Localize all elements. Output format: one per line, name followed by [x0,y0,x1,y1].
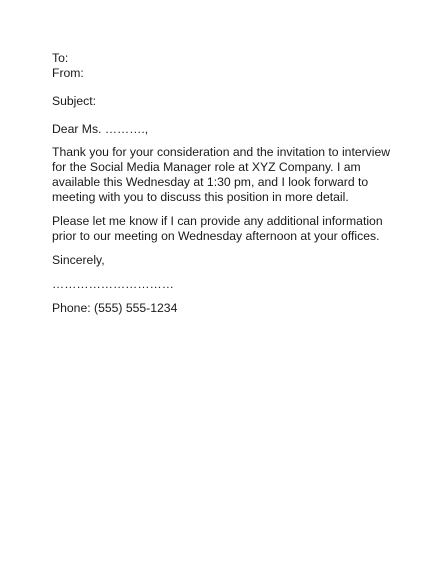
spacer [52,244,392,253]
paragraph-2: Please let me know if I can provide any additional information prior to our meeting on Wednesday afternoon at your offices. [52,214,383,243]
paragraph-1: Thank you for your consideration and the invitation to interview for the Social Media Manager role at XYZ Company. I am available this Wednesday at 1:30 pm, and I look forward to meeting with you to discuss this position in more detail. [52,145,391,204]
phone-number: Phone: (555) 555-1234 [52,301,178,315]
spacer [52,137,392,145]
letter-body [52,51,392,316]
spacer [52,81,392,94]
spacer [52,205,392,214]
spacer [52,268,392,277]
to-label: To: [52,51,69,65]
from-label: From: [52,66,84,80]
subject-label: Subject: [52,94,97,108]
signature-line: ………………………… [52,277,174,291]
spacer [52,292,392,301]
closing: Sincerely, [52,253,105,267]
spacer [52,109,392,122]
salutation: Dear Ms. ………., [52,122,149,136]
